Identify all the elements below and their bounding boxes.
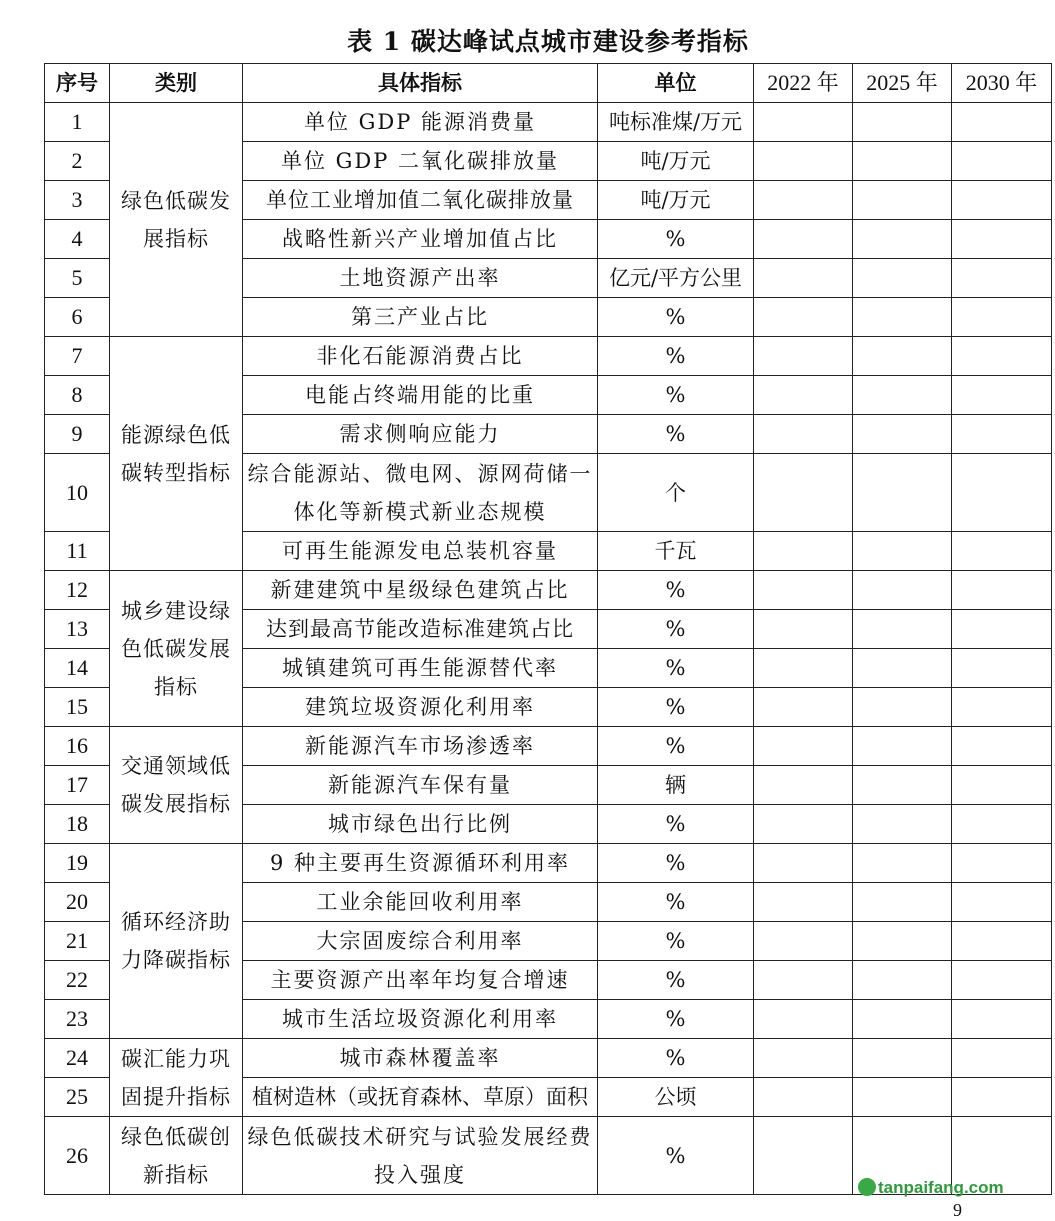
category-cell: 能源绿色低碳转型指标 <box>110 337 243 571</box>
value-2022-cell <box>754 571 853 610</box>
unit-cell: % <box>598 298 754 337</box>
value-2030-cell <box>952 103 1052 142</box>
leaf-logo-icon <box>858 1178 876 1196</box>
header-no: 序号 <box>45 64 110 103</box>
value-2025-cell <box>853 337 952 376</box>
value-2030-cell <box>952 610 1052 649</box>
header-2030: 2030 年 <box>952 64 1052 103</box>
value-2025-cell <box>853 961 952 1000</box>
value-2025-cell <box>853 571 952 610</box>
value-2022-cell <box>754 532 853 571</box>
unit-cell: 个 <box>598 454 754 532</box>
value-2025-cell <box>853 103 952 142</box>
indicator-cell: 建筑垃圾资源化利用率 <box>243 688 598 727</box>
category-cell: 循环经济助力降碳指标 <box>110 844 243 1039</box>
value-2025-cell <box>853 649 952 688</box>
value-2025-cell <box>853 844 952 883</box>
unit-cell: 千瓦 <box>598 532 754 571</box>
indicator-cell: 城市生活垃圾资源化利用率 <box>243 1000 598 1039</box>
unit-cell: % <box>598 220 754 259</box>
value-2030-cell <box>952 1078 1052 1117</box>
value-2022-cell <box>754 727 853 766</box>
indicator-cell: 战略性新兴产业增加值占比 <box>243 220 598 259</box>
value-2030-cell <box>952 532 1052 571</box>
indicator-cell: 非化石能源消费占比 <box>243 337 598 376</box>
category-cell: 碳汇能力巩固提升指标 <box>110 1039 243 1117</box>
value-2030-cell <box>952 571 1052 610</box>
value-2022-cell <box>754 103 853 142</box>
page-number: 9 <box>953 1200 962 1220</box>
value-2022-cell <box>754 181 853 220</box>
value-2022-cell <box>754 1039 853 1078</box>
indicator-cell: 第三产业占比 <box>243 298 598 337</box>
indicator-cell: 电能占终端用能的比重 <box>243 376 598 415</box>
unit-cell: % <box>598 727 754 766</box>
value-2030-cell <box>952 844 1052 883</box>
value-2030-cell <box>952 1039 1052 1078</box>
row-no: 10 <box>45 454 110 532</box>
value-2030-cell <box>952 181 1052 220</box>
unit-cell: 辆 <box>598 766 754 805</box>
row-no: 11 <box>45 532 110 571</box>
unit-cell: % <box>598 649 754 688</box>
value-2025-cell <box>853 259 952 298</box>
value-2025-cell <box>853 1078 952 1117</box>
value-2030-cell <box>952 961 1052 1000</box>
indicator-cell: 综合能源站、微电网、源网荷储一体化等新模式新业态规模 <box>243 454 598 532</box>
indicator-cell: 新能源汽车市场渗透率 <box>243 727 598 766</box>
unit-cell: % <box>598 961 754 1000</box>
unit-cell: % <box>598 1039 754 1078</box>
row-no: 24 <box>45 1039 110 1078</box>
row-no: 19 <box>45 844 110 883</box>
indicator-cell: 绿色低碳技术研究与试验发展经费投入强度 <box>243 1117 598 1195</box>
indicator-cell: 新能源汽车保有量 <box>243 766 598 805</box>
header-2025: 2025 年 <box>853 64 952 103</box>
value-2022-cell <box>754 454 853 532</box>
indicator-cell: 主要资源产出率年均复合增速 <box>243 961 598 1000</box>
header-indicator: 具体指标 <box>243 64 598 103</box>
row-no: 26 <box>45 1117 110 1195</box>
value-2030-cell <box>952 454 1052 532</box>
unit-cell: 吨/万元 <box>598 181 754 220</box>
value-2025-cell <box>853 1000 952 1039</box>
unit-cell: % <box>598 688 754 727</box>
value-2030-cell <box>952 220 1052 259</box>
value-2022-cell <box>754 220 853 259</box>
header-row <box>45 64 1052 103</box>
value-2022-cell <box>754 766 853 805</box>
value-2025-cell <box>853 376 952 415</box>
indicator-table <box>44 63 1052 1195</box>
value-2022-cell <box>754 376 853 415</box>
value-2030-cell <box>952 298 1052 337</box>
value-2030-cell <box>952 142 1052 181</box>
value-2025-cell <box>853 220 952 259</box>
indicator-cell: 可再生能源发电总装机容量 <box>243 532 598 571</box>
value-2025-cell <box>853 688 952 727</box>
row-no: 2 <box>45 142 110 181</box>
watermark <box>858 1178 1004 1198</box>
row-no: 16 <box>45 727 110 766</box>
row-no: 23 <box>45 1000 110 1039</box>
table-title: 表 1 碳达峰试点城市建设参考指标 <box>347 27 749 56</box>
row-no: 1 <box>45 103 110 142</box>
row-no: 12 <box>45 571 110 610</box>
value-2022-cell <box>754 610 853 649</box>
value-2030-cell <box>952 259 1052 298</box>
value-2025-cell <box>853 922 952 961</box>
header-2022: 2022 年 <box>754 64 853 103</box>
indicator-cell: 单位 GDP 二氧化碳排放量 <box>243 142 598 181</box>
indicator-cell: 植树造林（或抚育森林、草原）面积 <box>243 1078 598 1117</box>
value-2025-cell <box>853 610 952 649</box>
table-row <box>45 727 1052 766</box>
unit-cell: % <box>598 337 754 376</box>
value-2022-cell <box>754 688 853 727</box>
row-no: 8 <box>45 376 110 415</box>
row-no: 22 <box>45 961 110 1000</box>
value-2022-cell <box>754 337 853 376</box>
indicator-cell: 城镇建筑可再生能源替代率 <box>243 649 598 688</box>
value-2030-cell <box>952 727 1052 766</box>
value-2025-cell <box>853 298 952 337</box>
indicator-cell: 需求侧响应能力 <box>243 415 598 454</box>
value-2025-cell <box>853 415 952 454</box>
row-no: 13 <box>45 610 110 649</box>
value-2022-cell <box>754 649 853 688</box>
indicator-cell: 达到最高节能改造标准建筑占比 <box>243 610 598 649</box>
indicator-cell: 大宗固废综合利用率 <box>243 922 598 961</box>
indicator-cell: 工业余能回收利用率 <box>243 883 598 922</box>
row-no: 20 <box>45 883 110 922</box>
row-no: 18 <box>45 805 110 844</box>
unit-cell: % <box>598 1117 754 1195</box>
unit-cell: % <box>598 1000 754 1039</box>
row-no: 21 <box>45 922 110 961</box>
value-2030-cell <box>952 1000 1052 1039</box>
row-no: 14 <box>45 649 110 688</box>
row-no: 7 <box>45 337 110 376</box>
unit-cell: % <box>598 922 754 961</box>
unit-cell: % <box>598 415 754 454</box>
value-2025-cell <box>853 805 952 844</box>
row-no: 4 <box>45 220 110 259</box>
watermark-text: tanpaifang.com <box>878 1178 1004 1197</box>
value-2025-cell <box>853 883 952 922</box>
indicator-cell: 新建建筑中星级绿色建筑占比 <box>243 571 598 610</box>
value-2030-cell <box>952 688 1052 727</box>
unit-cell: 亿元/平方公里 <box>598 259 754 298</box>
value-2030-cell <box>952 649 1052 688</box>
value-2030-cell <box>952 415 1052 454</box>
value-2022-cell <box>754 805 853 844</box>
row-no: 3 <box>45 181 110 220</box>
indicator-cell: 单位工业增加值二氧化碳排放量 <box>243 181 598 220</box>
value-2022-cell <box>754 883 853 922</box>
unit-cell: 公顷 <box>598 1078 754 1117</box>
value-2022-cell <box>754 961 853 1000</box>
category-cell: 绿色低碳创新指标 <box>110 1117 243 1195</box>
row-no: 6 <box>45 298 110 337</box>
category-cell: 交通领域低碳发展指标 <box>110 727 243 844</box>
unit-cell: % <box>598 805 754 844</box>
value-2025-cell <box>853 1039 952 1078</box>
value-2022-cell <box>754 1078 853 1117</box>
header-unit: 单位 <box>598 64 754 103</box>
unit-cell: % <box>598 571 754 610</box>
indicator-cell: 城市森林覆盖率 <box>243 1039 598 1078</box>
value-2022-cell <box>754 1000 853 1039</box>
value-2030-cell <box>952 766 1052 805</box>
value-2025-cell <box>853 532 952 571</box>
row-no: 9 <box>45 415 110 454</box>
table-row <box>45 571 1052 610</box>
value-2022-cell <box>754 415 853 454</box>
value-2030-cell <box>952 922 1052 961</box>
row-no: 5 <box>45 259 110 298</box>
table-row <box>45 337 1052 376</box>
value-2025-cell <box>853 766 952 805</box>
value-2022-cell <box>754 259 853 298</box>
unit-cell: % <box>598 844 754 883</box>
table-row <box>45 103 1052 142</box>
value-2030-cell <box>952 337 1052 376</box>
value-2030-cell <box>952 883 1052 922</box>
row-no: 25 <box>45 1078 110 1117</box>
unit-cell: % <box>598 883 754 922</box>
unit-cell: 吨/万元 <box>598 142 754 181</box>
indicator-cell: 9 种主要再生资源循环利用率 <box>243 844 598 883</box>
value-2025-cell <box>853 454 952 532</box>
value-2022-cell <box>754 142 853 181</box>
value-2022-cell <box>754 922 853 961</box>
indicator-cell: 单位 GDP 能源消费量 <box>243 103 598 142</box>
unit-cell: % <box>598 610 754 649</box>
value-2022-cell <box>754 844 853 883</box>
row-no: 17 <box>45 766 110 805</box>
value-2022-cell <box>754 298 853 337</box>
indicator-cell: 城市绿色出行比例 <box>243 805 598 844</box>
category-cell: 城乡建设绿色低碳发展指标 <box>110 571 243 727</box>
category-cell: 绿色低碳发展指标 <box>110 103 243 337</box>
unit-cell: 吨标准煤/万元 <box>598 103 754 142</box>
value-2030-cell <box>952 805 1052 844</box>
value-2022-cell <box>754 1117 853 1195</box>
indicator-cell: 土地资源产出率 <box>243 259 598 298</box>
value-2025-cell <box>853 181 952 220</box>
row-no: 15 <box>45 688 110 727</box>
table-row <box>45 844 1052 883</box>
value-2025-cell <box>853 727 952 766</box>
table-row <box>45 1039 1052 1078</box>
value-2025-cell <box>853 142 952 181</box>
value-2030-cell <box>952 376 1052 415</box>
unit-cell: % <box>598 376 754 415</box>
header-category: 类别 <box>110 64 243 103</box>
